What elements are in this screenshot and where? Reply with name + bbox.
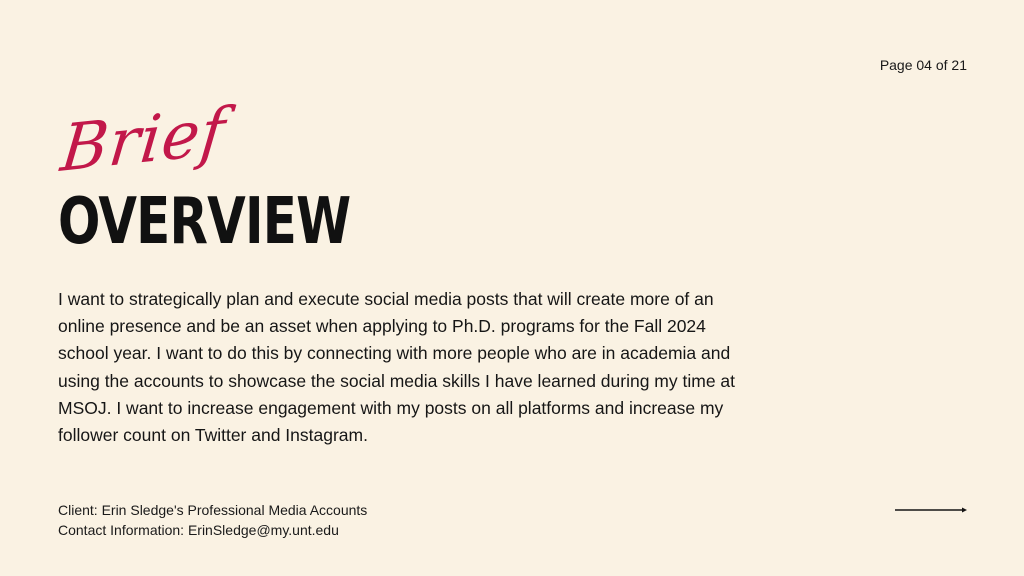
overview-paragraph: I want to strategically plan and execute social media posts that will create more of an online presence and be an asset when applying to Ph.D. programs for the Fall 2024 school year. I want to do this by connecting with more people who are in academia and using the accounts to showcase the social media skills I have learned during my time at MSOJ. I want to increase engagement with my posts on all platforms and increase my follower count on Twitter and Instagram. bbox=[58, 289, 736, 446]
arrow-right-icon[interactable] bbox=[895, 505, 967, 515]
page-number: Page 04 of 21 bbox=[879, 57, 967, 73]
contact-line: Contact Information: ErinSledge@my.unt.edu bbox=[58, 522, 339, 538]
title-bold-word: OVERVIEW bbox=[58, 185, 351, 259]
title-script-word: Brief bbox=[57, 94, 230, 188]
title-block bbox=[57, 94, 378, 268]
client-line: Client: Erin Sledge's Professional Media Accounts bbox=[58, 502, 368, 518]
footer bbox=[58, 500, 367, 540]
